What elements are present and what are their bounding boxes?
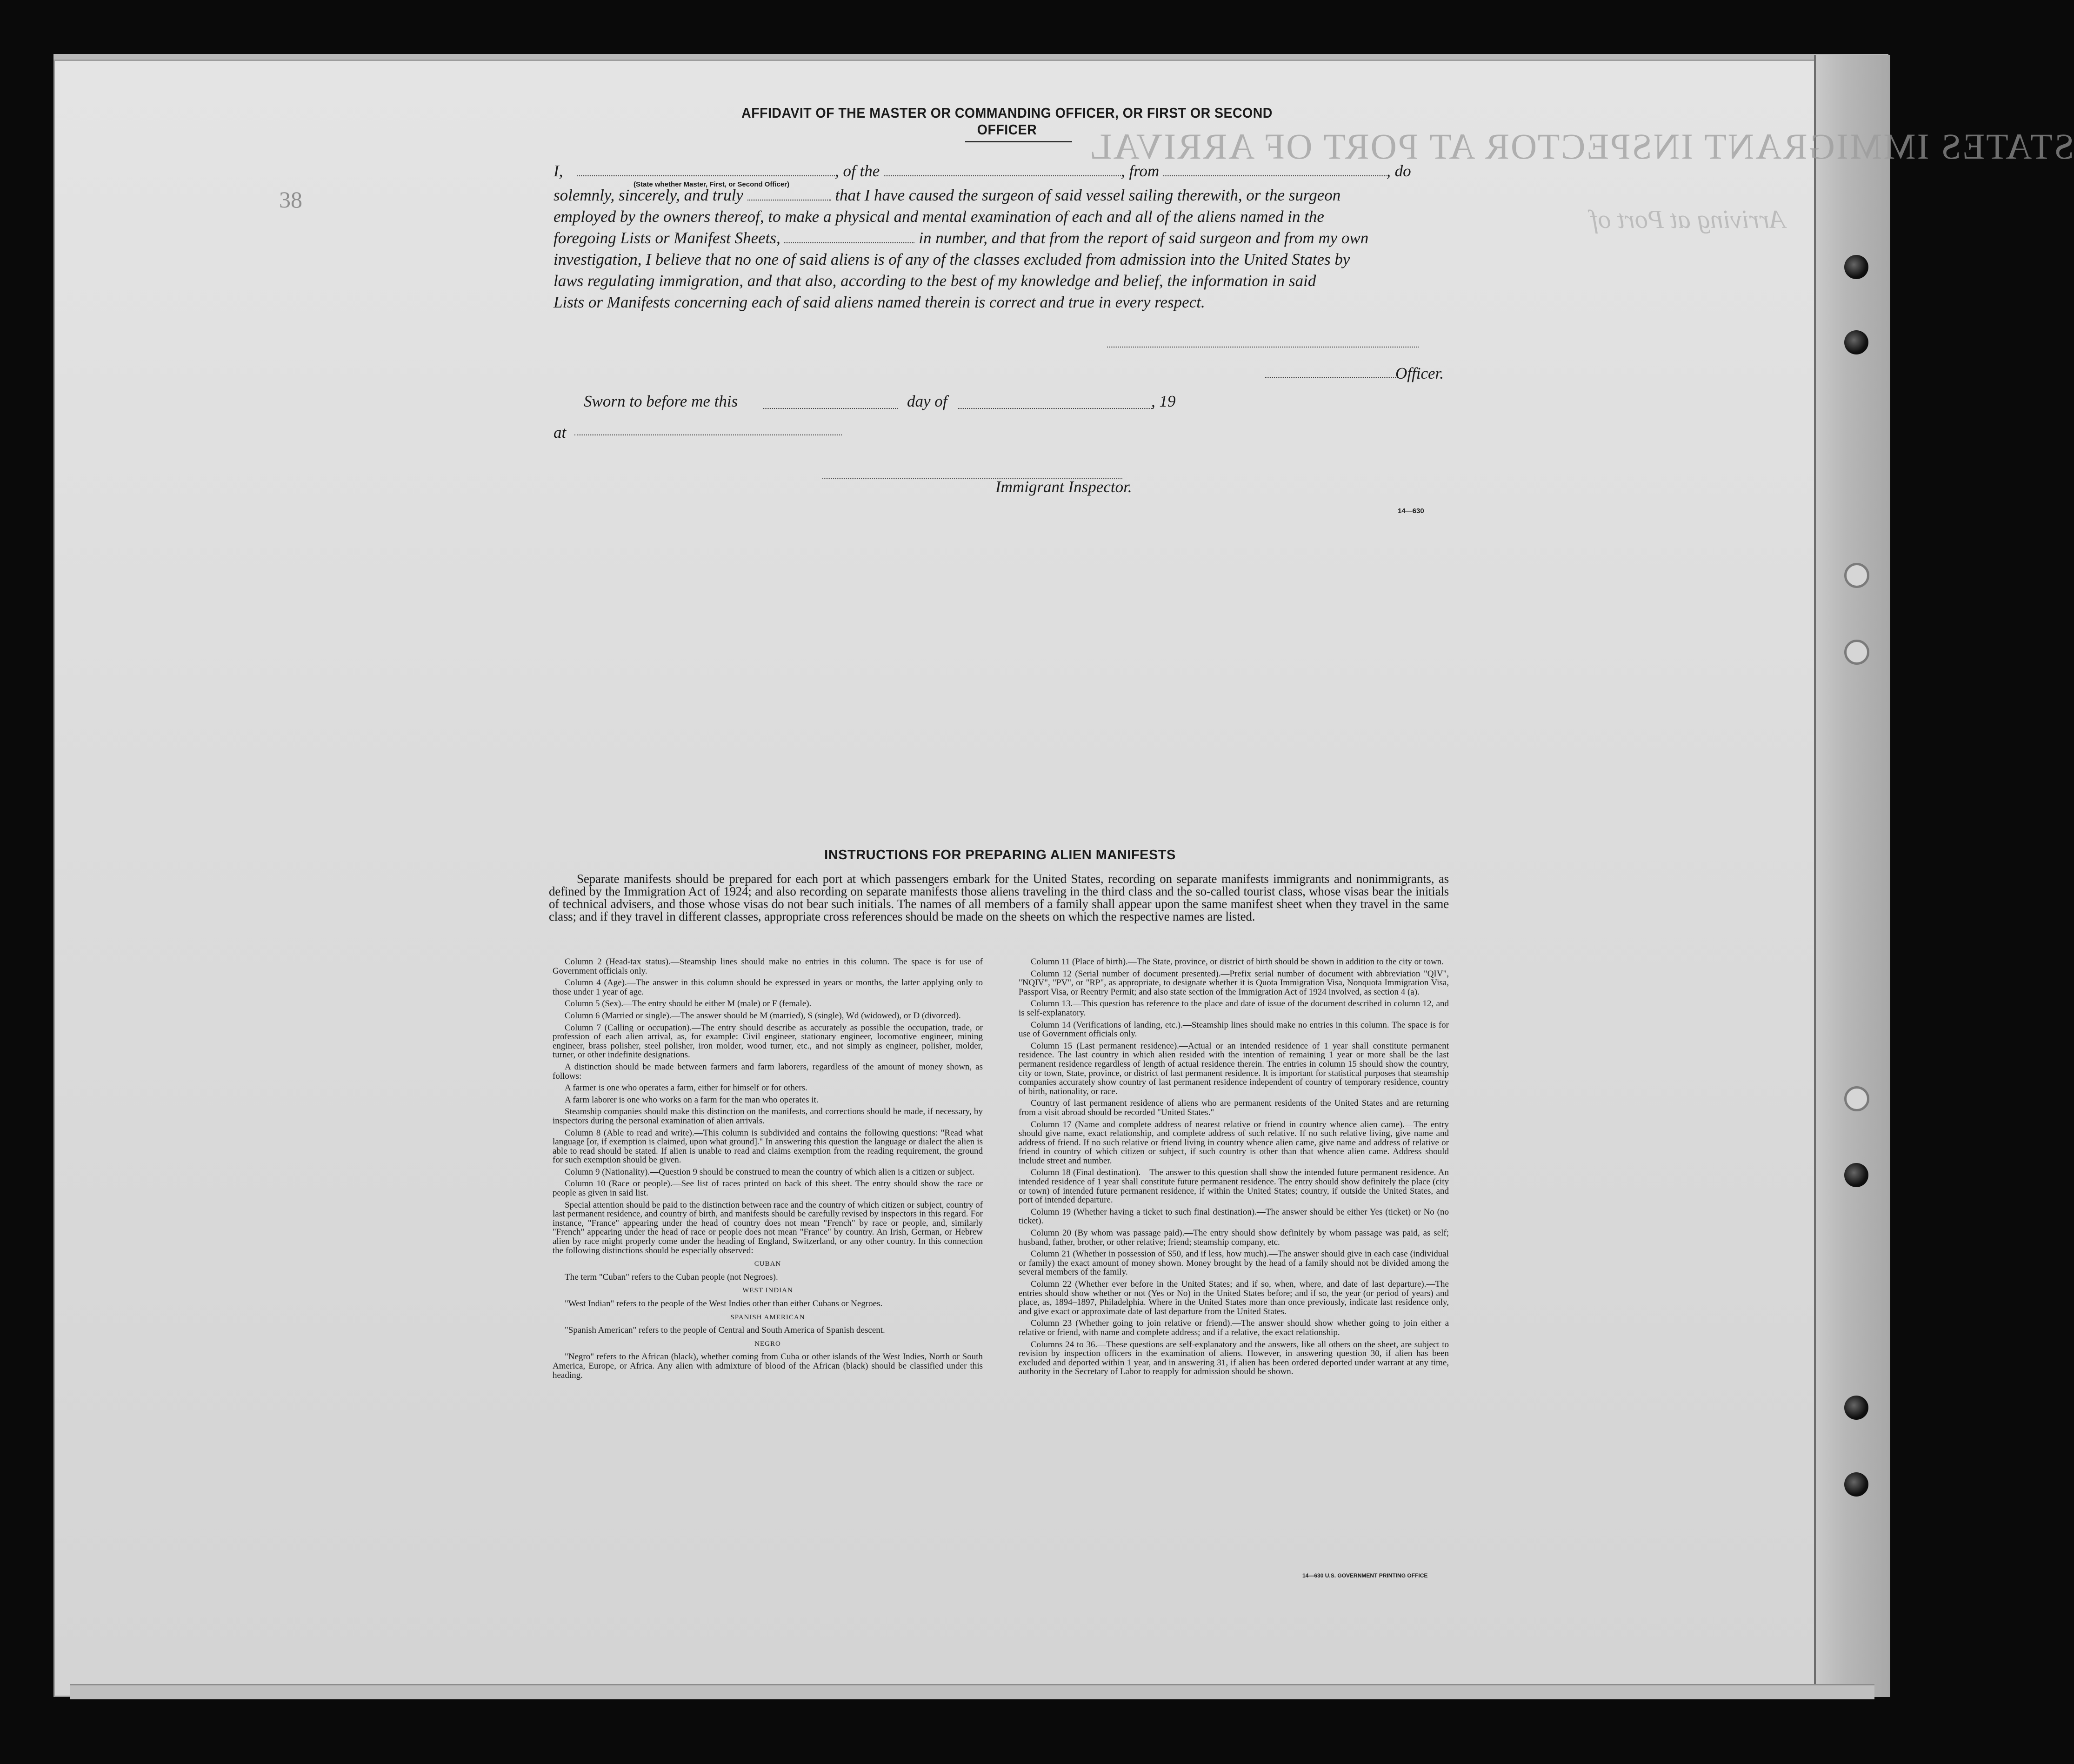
instruction-paragraph <box>1019 1340 1449 1376</box>
instruction-heading: Column 11 (Place of birth). <box>1031 957 1128 967</box>
instruction-heading: Column 14 (Verifications of landing, etc.). <box>1031 1020 1183 1030</box>
officer-signature-line[interactable] <box>1265 376 1398 378</box>
instruction-paragraph <box>1019 999 1449 1017</box>
instruction-text: —The entry should be either M (male) or F (female). <box>623 999 812 1009</box>
instruction-text: —Question 9 should be construed to mean the country of which alien is a citizen or subject. <box>650 1167 975 1177</box>
form-number: 14—630 <box>1398 507 1424 515</box>
instruction-heading: Column 21 (Whether in possession of $50, and if less, how much). <box>1031 1249 1269 1259</box>
officer-rank-blank[interactable] <box>577 161 835 176</box>
bleed-through-margin-mark: 38 <box>279 187 302 213</box>
instruction-text: A farmer is one who operates a farm, either for himself or for others. <box>565 1083 807 1093</box>
sworn-day-blank[interactable] <box>763 407 898 409</box>
printing-office-footer: 14—630 U.S. GOVERNMENT PRINTING OFFICE <box>1302 1572 1428 1579</box>
binding-edge <box>1814 55 1890 1697</box>
instruction-paragraph <box>1019 1042 1449 1096</box>
paper-bottom-edge <box>70 1684 1874 1699</box>
instructions-left-column <box>553 957 983 1383</box>
day-of-label: day of <box>907 392 947 410</box>
instruction-paragraph <box>553 1107 983 1125</box>
instruction-heading: Column 5 (Sex). <box>565 999 624 1009</box>
binding-hole <box>1844 563 1869 588</box>
instruction-paragraph <box>1019 969 1449 997</box>
instruction-text: —These questions are self-explanatory and the answers, like all others on the sheet, are subject to revision by inspection officers in the examination of aliens. However, in answering question 30, if alien has been excluded and deported within 1 year, and in answering 31, if alien has been ordered deported under warrant at any time, authority in the Secretary of Labor to reapply for admission should be shown. <box>1019 1339 1449 1377</box>
affidavit-line-6: laws regulating immigration, and that also, according to the best of my knowledge and belief, the information in said <box>554 272 1316 290</box>
instruction-text: —The answer to this question shall show the intended future permanent residence. An intended residence of 1 year shall constitute future permanent residence. The entry should show definitely the place (city or town) of intended future permanent residence, if within the United States; country, if outside the United States, and port of intended departure. <box>1019 1168 1449 1205</box>
instruction-heading: Column 15 (Last permanent residence). <box>1031 1041 1179 1051</box>
instruction-paragraph <box>553 1096 983 1105</box>
at-place-blank[interactable] <box>574 434 842 435</box>
affidavit-do: , do <box>1387 162 1411 180</box>
instruction-paragraph <box>1019 1120 1449 1166</box>
affidavit-line-3: employed by the owners thereof, to make a physical and mental examination of each and all of the aliens named in the <box>554 207 1324 226</box>
at-label: at <box>554 423 567 441</box>
instruction-text: —The answer should be either Yes (ticket) or No (no ticket). <box>1019 1207 1449 1226</box>
instruction-text: —This question has reference to the place and date of issue of the document described in column 12, and is self-explanatory. <box>1019 999 1449 1018</box>
instruction-paragraph <box>1019 1168 1449 1204</box>
instruction-heading: Column 23 (Whether going to join relative or friend). <box>1031 1318 1233 1329</box>
instruction-heading: Column 8 (Able to read and write). <box>565 1128 694 1138</box>
instructions-title: INSTRUCTIONS FOR PREPARING ALIEN MANIFESTS <box>824 848 1176 862</box>
affidavit-text: in number, and that from the report of said surgeon and from my own <box>919 229 1369 247</box>
instruction-subheading: SPANISH AMERICAN <box>730 1313 805 1321</box>
instruction-paragraph <box>553 1129 983 1165</box>
instruction-heading: Column 2 (Head-tax status). <box>565 957 671 967</box>
instruction-text: —The entry should show definitely by whom passage was paid, as self; husband, father, brother, or other relative; friend; steamship company, etc. <box>1019 1228 1449 1247</box>
signature-line[interactable] <box>1107 346 1419 347</box>
sworn-label: Sworn to before me this <box>584 392 738 410</box>
instruction-paragraph <box>553 1352 983 1380</box>
instruction-text: —This column is subdivided and contains the following questions: "Read what language [or, if exemption is claimed, upon what ground]." In answering this question the language or dialect the alien is able to read should be stated. If alien is unable to read and claims exemption from the reading requirement, the ground for such exemption should be given. <box>553 1128 983 1165</box>
binding-hole <box>1844 640 1869 665</box>
instruction-paragraph <box>553 1083 983 1093</box>
sworn-month-blank[interactable] <box>958 407 1154 409</box>
affidavit-text: solemnly, sincerely, and truly <box>554 186 743 204</box>
instruction-paragraph <box>553 1273 983 1282</box>
instruction-text: —Prefix serial number of document with abbreviation "QIV", "NQIV", "PV", or "RP", as appropriate, to designate whether it is Quota Immigration Visa, Nonquota Immigration Visa, Passport Visa, or Reentry Permit; and also state section of the Immigration Act of 1924 involved, as section 4 (a). <box>1019 969 1449 997</box>
affidavit-text: that I have caused the surgeon of said vessel sailing therewith, or the surgeon <box>835 186 1341 204</box>
instruction-heading: Column 7 (Calling or occupation). <box>565 1022 692 1033</box>
instruction-text: —The entries should show whether or not (Yes or No) in the United States before; and if so, the year (or period of years) and place, as, 1894–1897, Philadelphia. Where in the United States more than once previously, indicate last residence only, and give exact or approximate date of last departure from the United States. <box>1019 1279 1449 1316</box>
instruction-paragraph <box>1019 1229 1449 1247</box>
binding-hole <box>1844 330 1868 354</box>
instruction-subheading: CUBAN <box>754 1260 781 1268</box>
title-underline <box>965 141 1072 142</box>
instruction-text: The term "Cuban" refers to the Cuban people (not Negroes). <box>565 1272 778 1282</box>
instruction-subheading: NEGRO <box>754 1340 781 1348</box>
binding-hole <box>1844 1163 1868 1187</box>
instruction-paragraph <box>1019 1280 1449 1316</box>
instruction-heading: Column 13. <box>1031 999 1073 1009</box>
binding-hole <box>1844 1472 1868 1497</box>
affidavit-from: , from <box>1120 162 1160 180</box>
instruction-subheading: WEST INDIAN <box>742 1287 793 1295</box>
affidavit-i: I, <box>554 162 563 180</box>
instruction-text: "Negro" refers to the African (black), whether coming from Cuba or other islands of the West Indies, North or South America, Europe, or Africa. Any alien with admixture of blood of the African (black) should be classified under this heading. <box>553 1352 983 1380</box>
instruction-heading: Column 22 (Whether ever before in the United States; and if so, when, where, and date of last departure). <box>1031 1279 1427 1289</box>
instruction-paragraph <box>1019 1021 1449 1039</box>
binding-hole <box>1844 255 1868 279</box>
instruction-text: —Steamship lines should make no entries in this column. The space is for use of Government officials only. <box>1019 1020 1449 1039</box>
instruction-paragraph <box>553 1326 983 1335</box>
instructions-intro: Separate manifests should be prepared for each port at which passengers embark for the United States, recording on separate manifests immigrants and nonimmigrants, as defined by the Immigration Act of 1924; and also recording on separate manifests those aliens traveling in the third class and the so-called tourist class, whose visas bear the initials of technical advisers, and those whose visas do not bear such initials. The names of all members of a family shall appear upon the same manifest sheet when they travel in the same class; and if they travel in different classes, appropriate cross references should be made on the sheets on which the respective names are listed. <box>549 872 1449 923</box>
instruction-paragraph <box>553 1201 983 1256</box>
affidavit-line-5: investigation, I believe that no one of said aliens is of any of the classes excluded from admission into the United States by <box>554 250 1350 268</box>
instruction-paragraph <box>553 1011 983 1021</box>
instruction-text: "West Indian" refers to the people of the West Indies other than either Cubans or Negroes. <box>565 1299 883 1309</box>
instruction-text: —The answer should show whether going to join either a relative or friend, with name and complete address; and if a relative, the exact relationship. <box>1019 1318 1449 1337</box>
instruction-paragraph <box>553 1299 983 1309</box>
instruction-heading: Column 12 (Serial number of document presented). <box>1031 969 1221 979</box>
instruction-paragraph <box>1019 1099 1449 1117</box>
vessel-name-blank[interactable] <box>884 161 1121 176</box>
binding-hole <box>1844 1086 1869 1111</box>
instruction-text: Steamship companies should make this distinction on the manifests, and corrections should be made, if necessary, by inspectors during the personal examination of alien arrivals. <box>553 1107 983 1126</box>
instruction-paragraph <box>1019 1250 1449 1277</box>
state-whether-note: (State whether Master, First, or Second Officer) <box>634 180 790 188</box>
affidavit-line-7: Lists or Manifests concerning each of said aliens named therein is correct and true in every respect. <box>554 293 1205 311</box>
affidavit-text: foregoing Lists or Manifest Sheets, <box>554 229 780 247</box>
instruction-text: A distinction should be made between farmers and farm laborers, regardless of the amount of money shown, as follows: <box>553 1062 983 1081</box>
officer-label: Officer. <box>1395 364 1444 382</box>
instruction-heading: Column 4 (Age). <box>565 978 627 988</box>
affidavit-line-1 <box>554 161 1411 181</box>
instruction-heading: Column 19 (Whether having a ticket to such final destination). <box>1031 1207 1257 1217</box>
instruction-text: —Steamship lines should make no entries in this column. The space is for use of Government officials only. <box>553 957 983 976</box>
immigrant-inspector-label: Immigrant Inspector. <box>995 478 1132 496</box>
instruction-paragraph <box>553 1062 983 1081</box>
instruction-paragraph <box>1019 957 1449 967</box>
instruction-text: —See list of races printed on back of this sheet. The entry should show the race or people as given in said list. <box>553 1179 983 1198</box>
instruction-paragraph <box>553 1179 983 1197</box>
instruction-text: "Spanish American" refers to the people of Central and South America of Spanish descent. <box>565 1325 885 1336</box>
port-from-blank[interactable] <box>1163 161 1387 176</box>
year-label: , 19 <box>1151 392 1176 410</box>
affidavit-line-4 <box>554 228 1368 248</box>
instruction-heading: Columns 24 to 36. <box>1031 1339 1098 1350</box>
instruction-heading: Column 18 (Final destination). <box>1031 1168 1141 1178</box>
instruction-text: —Actual or an intended residence of 1 year shall constitute permanent residence. The last country in which alien resided with the intention of remaining 1 year or more shall be the last permanent residence regardless of length of actual residence therein. The entries in column 15 should show the country, city or town, State, province, or district of last permanent residence. It is important for statistical purposes that steamship companies accurately show country of last permanent residence independent of country of temporary residence, country of birth, nationality, or race. <box>1019 1041 1449 1096</box>
instruction-paragraph <box>1019 1208 1449 1226</box>
instruction-paragraph <box>553 978 983 996</box>
instruction-text: —The answer should be M (married), S (single), Wd (widowed), or D (divorced). <box>671 1010 961 1021</box>
swear-blank[interactable] <box>747 186 831 200</box>
instruction-text: —The entry should give name, exact relationship, and complete address of such relative. If no such relative living, give name and address of friend. If no such relative or friend living in country whence alien came, give name and address of relative or friend in country of which citizen or subject, if such country is other than that whence alien came. Address should include street and number. <box>1019 1119 1449 1166</box>
instruction-paragraph <box>1019 1319 1449 1337</box>
affidavit-of-the: , of the <box>835 162 880 180</box>
instruction-heading: Column 20 (By whom was passage paid). <box>1031 1228 1185 1238</box>
instruction-text: —The State, province, or district of birth should be shown in addition to the city or town. <box>1127 957 1444 967</box>
instruction-heading: Column 17 (Name and complete address of nearest relative or friend in country whence alien came). <box>1031 1119 1405 1129</box>
affidavit-title: AFFIDAVIT OF THE MASTER OR COMMANDING OFFICER, OR FIRST OR SECOND OFFICER <box>741 105 1273 138</box>
binding-hole <box>1844 1396 1868 1420</box>
instruction-text: —The answer in this column should be expressed in years or months, the latter applying only to those under 1 year of age. <box>553 978 983 997</box>
instruction-heading: Column 6 (Married or single). <box>565 1010 672 1021</box>
instruction-paragraph <box>553 957 983 976</box>
instructions-right-column <box>1019 957 1449 1379</box>
instruction-text: —The answer should give in each case (individual or family) the exact amount of money shown. Money brought by the head of a family should not be divided among the several members of the family. <box>1019 1249 1449 1277</box>
instruction-text: Special attention should be paid to the distinction between race and the country of which citizen or subject, country of last permanent residence, and country of birth, and manifests should be carefully revised by inspectors in this regard. For instance, "France" appearing under the head of country does not mean "French" by race or people, and, similarly "French" appearing under the head of race or people does not mean "France" by country. An Irish, German, or Hebrew alien by race might properly come under the heading of England, Switzerland, or any other country. In this connection the following distinctions should be especially observed: <box>553 1200 983 1256</box>
instruction-heading: Column 9 (Nationality). <box>565 1167 650 1177</box>
instruction-text: —The entry should describe as accurately as possible the occupation, trade, or profession of each alien arrival, as, for example: Civil engineer, stationary engineer, locomotive engineer, mining engineer, brass polisher, steel polisher, iron molder, wood turner, etc., and not simply as engineer, polisher, molder, turner, or other indefinite designations. <box>553 1022 983 1060</box>
instruction-text: Country of last permanent residence of aliens who are permanent residents of the United States and are returning from a visit abroad should be recorded "United States." <box>1019 1098 1449 1117</box>
instruction-paragraph <box>553 1168 983 1177</box>
bleed-through-subheader: Arriving at Port of <box>1591 205 1786 234</box>
instruction-text: A farm laborer is one who works on a farm for the man who operates it. <box>565 1095 819 1105</box>
bleed-through-header: STATES IMMIGRANT INSPECTOR AT PORT OF ARRIVAL <box>1088 126 2074 167</box>
sheet-count-blank[interactable] <box>784 228 914 243</box>
instruction-paragraph <box>553 1023 983 1060</box>
affidavit-line-2 <box>554 185 1340 206</box>
instruction-paragraph <box>553 999 983 1009</box>
instruction-heading: Column 10 (Race or people). <box>565 1179 673 1189</box>
